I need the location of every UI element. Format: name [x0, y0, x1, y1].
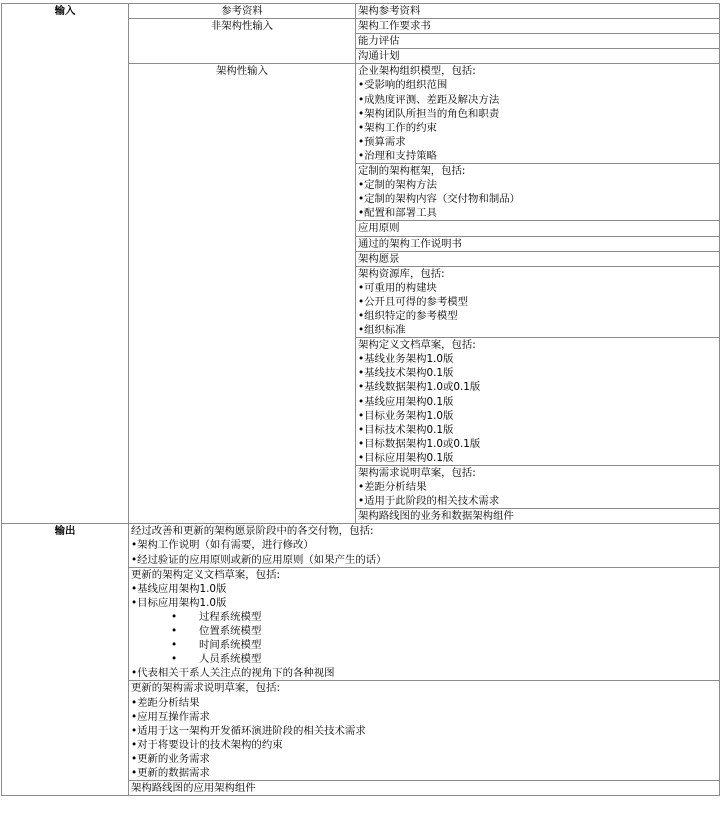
list-item: •受影响的组织范围 — [358, 79, 448, 92]
non-arch-item: 能力评估 — [356, 34, 720, 49]
list-item: •经过验证的应用原则或新的应用原则（如果产生的话） — [131, 553, 387, 566]
list-item: 架构定义文档草案，包括: — [358, 339, 476, 352]
list-item: •组织标准 — [358, 324, 406, 337]
list-item: 企业架构组织模型，包括: — [358, 65, 476, 78]
header-row — [2, 4, 720, 19]
list-item: 更新的架构定义文档草案，包括: — [131, 568, 280, 581]
list-item: •适用于此阶段的相关技术需求 — [358, 495, 500, 508]
output-definition-doc-cell — [129, 567, 720, 681]
list-item: •组织特定的参考模型 — [358, 309, 458, 322]
list-item: •公开且可得的参考模型 — [358, 295, 469, 308]
list-item: •代表相关干系人关注点的视角下的各种视图 — [131, 667, 335, 680]
sub-list-item: • 过程系统模型 — [171, 610, 262, 623]
header-left: 参考资料 — [129, 4, 356, 19]
repository-cell — [356, 266, 720, 337]
output-section-label: 输出 — [2, 524, 129, 796]
list-item: •可重用的构建块 — [358, 281, 437, 294]
output-vision-cell — [129, 524, 720, 567]
list-item: •对于将要设计的技术架构的约束 — [131, 738, 283, 751]
header-right: 架构参考资料 — [356, 4, 720, 19]
list-item: •差距分析结果 — [131, 696, 200, 709]
definition-doc-cell — [356, 338, 720, 466]
list-item: •基线应用架构1.0版 — [131, 582, 227, 595]
list-item: •目标数据架构1.0或0.1版 — [358, 437, 481, 450]
bullet-icon: • — [171, 610, 178, 623]
list-item: •定制的架构方法 — [358, 179, 437, 192]
work-statement-cell — [356, 236, 720, 251]
list-item: •更新的业务需求 — [131, 752, 210, 765]
list-item: •架构工作的约束 — [358, 121, 437, 134]
list-item: 应用原则 — [358, 222, 400, 235]
output-roadmap-cell: 架构路线图的应用架构组件 — [129, 781, 720, 796]
app-principles-cell — [356, 221, 720, 236]
non-arch-input-label: 非架构性输入 — [129, 19, 356, 64]
list-item: 架构路线图的业务和数据架构组件 — [358, 510, 514, 523]
list-item: 更新的架构需求说明草案，包括: — [131, 682, 280, 695]
sub-list-item: • 位置系统模型 — [171, 625, 262, 638]
roadmap-cell — [356, 509, 720, 524]
non-arch-item: 沟通计划 — [356, 49, 720, 64]
list-item: 经过改善和更新的架构愿景阶段中的各交付物，包括: — [131, 525, 374, 538]
bullet-icon: • — [171, 625, 178, 638]
architecture-io-table — [1, 3, 720, 796]
list-item: •配置和部署工具 — [358, 207, 437, 220]
bullet-icon: • — [171, 639, 178, 652]
list-item: •架构团队所担当的角色和职责 — [358, 107, 500, 120]
list-item: •应用互操作需求 — [131, 710, 210, 723]
list-item: 定制的架构框架，包括: — [358, 165, 466, 178]
framework-cell — [356, 164, 720, 221]
org-model-cell — [356, 64, 720, 164]
list-item: •架构工作说明（如有需要，进行修改） — [131, 539, 314, 552]
input-section-label: 输入 — [2, 4, 129, 524]
list-item: •基线应用架构0.1版 — [358, 395, 454, 408]
list-item: •适用于这一架构开发循环演进阶段的相关技术需求 — [131, 724, 366, 737]
table-row — [2, 524, 720, 567]
list-item: •差距分析结果 — [358, 481, 427, 494]
list-item: •成熟度评测、差距及解决方法 — [358, 93, 500, 106]
list-item: •目标应用架构0.1版 — [358, 451, 454, 464]
list-item: •目标业务架构1.0版 — [358, 409, 454, 422]
list-item: 架构愿景 — [358, 252, 400, 265]
sub-list-item: • 时间系统模型 — [171, 639, 262, 652]
list-item: 架构资源库，包括: — [358, 267, 445, 280]
list-item: 架构需求说明草案，包括: — [358, 467, 476, 479]
requirements-cell — [356, 466, 720, 509]
list-item: •定制的架构内容（交付物和制品） — [358, 193, 520, 206]
non-arch-item: 架构工作要求书 — [356, 19, 720, 34]
list-item: •目标技术架构0.1版 — [358, 423, 454, 436]
list-item: •更新的数据需求 — [131, 766, 210, 779]
list-item: •目标应用架构1.0版 — [131, 596, 227, 609]
vision-cell — [356, 251, 720, 266]
sub-list-item: • 人员系统模型 — [171, 653, 262, 666]
output-requirements-cell — [129, 681, 720, 781]
list-item: •基线数据架构1.0或0.1版 — [358, 381, 481, 394]
list-item: •治理和支持策略 — [358, 149, 437, 162]
list-item: •基线技术架构0.1版 — [358, 367, 454, 380]
bullet-icon: • — [171, 653, 178, 666]
arch-input-label: 架构性输入 — [129, 64, 356, 524]
list-item: •预算需求 — [358, 135, 406, 148]
list-item: •基线业务架构1.0版 — [358, 353, 454, 366]
list-item: 通过的架构工作说明书 — [358, 237, 462, 250]
